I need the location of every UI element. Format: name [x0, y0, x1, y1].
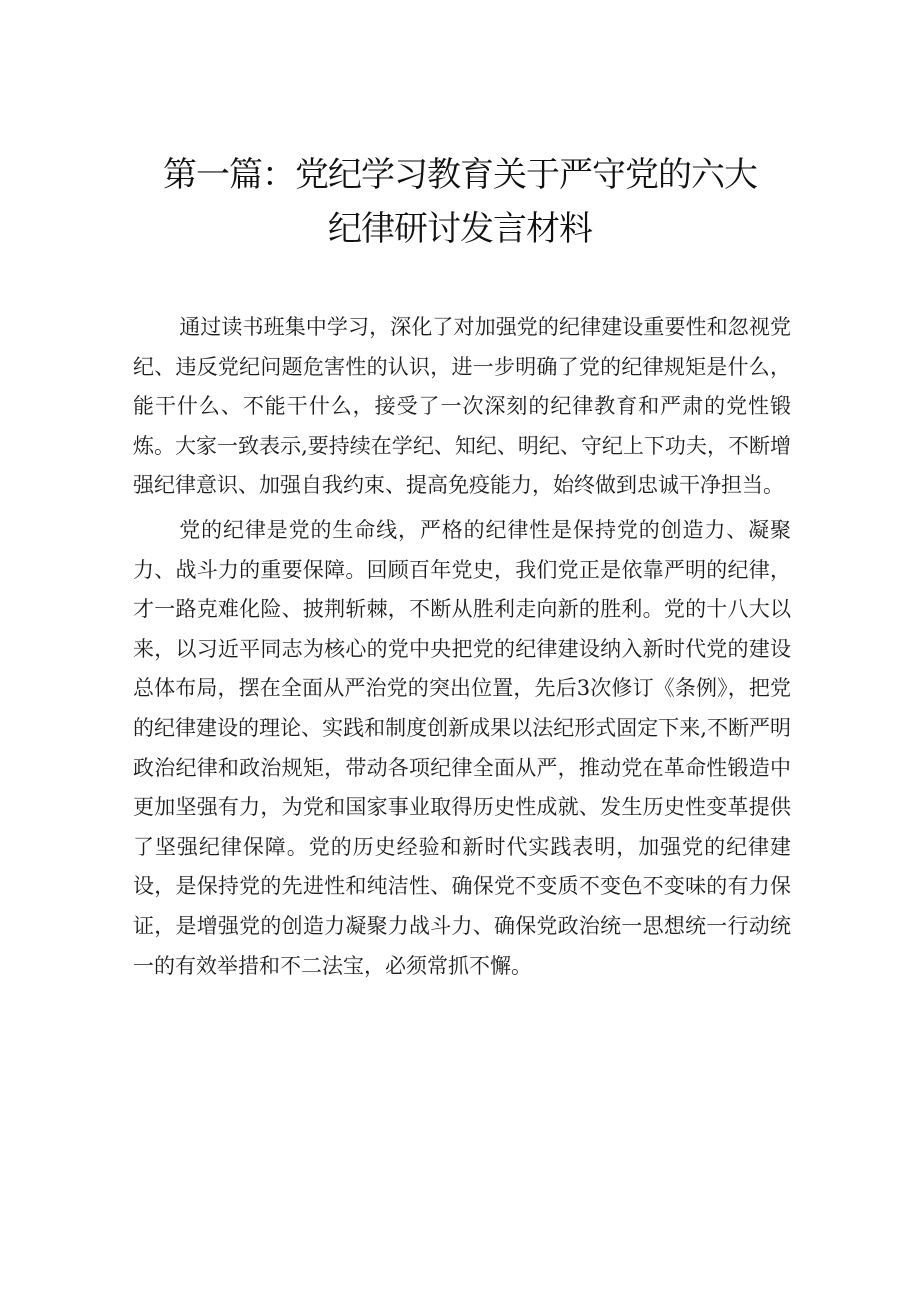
title-line-1: 第一篇：党纪学习教育关于严守党的六大 — [163, 155, 757, 195]
paragraph-2: 党的纪律是党的生命线，严格的纪律性是保持党的创造力、凝聚力、战斗力的重要保障。回顾百年党史，我们党正是依靠严明的纪律，才一路克难化险、披荆斩棘，不断从胜利走向新的胜利。党的十八大以来，以习近平同志为核心的党中央把党的纪律建设纳入新时代党的建设总体布局，摆在全面从严治党的突出位置，先后3次修订《条例》，把党的纪律建设的理论、实践和制度创新成果以法纪形式固定下来,不断严明政治纪律和政治规矩，带动各项纪律全面从严，推动党在革命性锻造中更加坚强有力，为党和国家事业取得历史性成就、发生历史性变革提供了坚强纪律保障。党的历史经验和新时代实践表明，加强党的纪律建设，是保持党的先进性和纯洁性、确保党不变质不变色不变味的有力保证，是增强党的创造力凝聚力战斗力、确保党政治统一思想统一行动统一的有效举措和不二法宝，必须常抓不懈。 — [133, 517, 791, 978]
document-title — [0, 148, 920, 256]
title-line-2: 纪律研讨发言材料 — [328, 209, 592, 249]
document-body — [133, 308, 791, 991]
paragraph-1: 通过读书班集中学习，深化了对加强党的纪律建设重要性和忽视党纪、违反党纪问题危害性的认识，进一步明确了党的纪律规矩是什么，能干什么、不能干什么，接受了一次深刻的纪律教育和严肃的党性锻炼。大家一致表示,要持续在学纪、知纪、明纪、守纪上下功夫，不断增强纪律意识、加强自我约束、提高免疫能力，始终做到忠诚干净担当。 — [133, 315, 791, 498]
